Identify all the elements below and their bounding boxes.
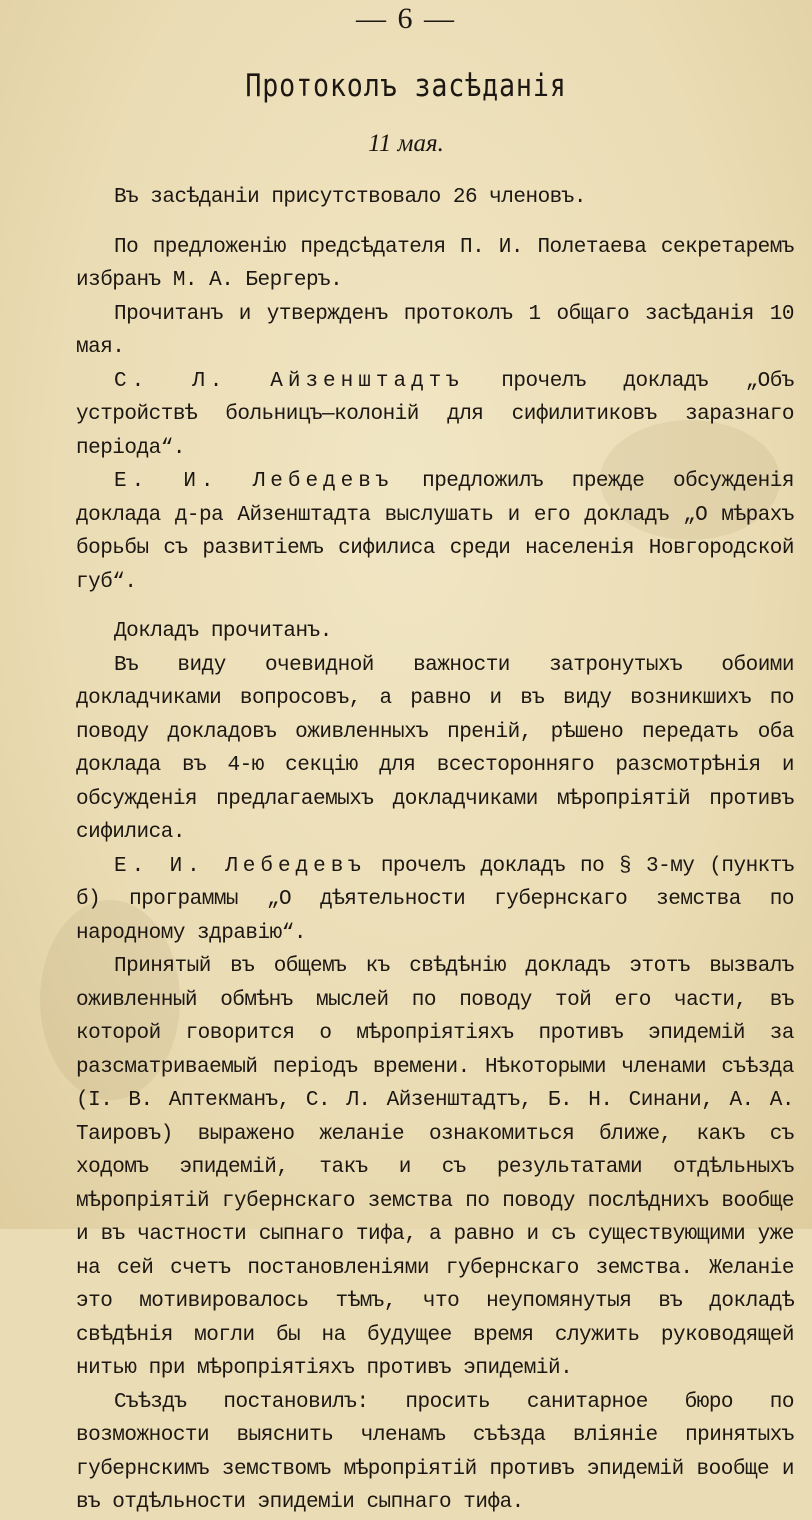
paragraph-resolution: Съѣздъ постановилъ: просить санитарное бюро по возможности выяснить членамъ съѣзда вліяніе принятыхъ губернскимъ земствомъ мѣропріятій противъ эпидемій вообще и въ отдѣльности эпидеміи сыпнаго тифа. — [76, 1390, 794, 1514]
paragraph-discussion: Принятый въ общемъ къ свѣдѣнію докладъ этотъ вызвалъ оживленный обмѣнъ мыслей по поводу той его части, въ которой говорится о мѣропріятіяхъ противъ эпидемій за разсматриваемый періодъ времени. Нѣкоторыми членами съѣзда (І. В. Аптекманъ, С. Л. Айзенштадтъ, Б. Н. Синани, А. А. Таировъ) выражено желаніе ознакомиться ближе, какъ съ ходомъ эпидемій, такъ и съ результатами отдѣльныхъ мѣропріятій губернскаго земства по поводу послѣднихъ вообще и въ частности сыпнаго тифа, а равно и съ существующими уже на сей счетъ постановленіями губернскаго земства. Желаніе это мотивировалось тѣмъ, что неупомянутыя въ докладѣ свѣдѣнія могли бы на будущее время служить руководящей нитью при мѣропріятіяхъ противъ эпидемій. — [76, 955, 794, 1380]
paragraph-lebedev-report: Е. И. Лебедевъ прочелъ докладъ по § 3-му (пунктъ б) программы „О дѣятельности губернскаго земства по народному здравію“. — [76, 854, 794, 945]
speaker-name: С. Л. Айзенштадтъ — [114, 369, 464, 393]
speaker-name: Е. И. Лебедевъ — [114, 470, 394, 493]
paragraph-decision-section-4: Въ виду очевидной важности затронутыхъ обоими докладчиками вопросовъ, а равно и въ виду возникшихъ по поводу докладовъ оживленныхъ преній, рѣшено передать оба доклада въ 4-ю секцію для всесторонняго разсмотрѣнія и обсужденія предлагаемыхъ докладчиками мѣропріятій противъ сифилиса. — [76, 653, 794, 844]
meeting-date: 11 мая. — [368, 130, 444, 157]
paragraph-minutes-approved: Прочитанъ и утвержденъ протоколъ 1 общаго засѣданія 10 мая. — [76, 302, 794, 359]
paragraph-attendance: Въ засѣданіи присутствовало 26 членовъ. — [114, 186, 586, 209]
page-title: Протоколъ засѣданія — [245, 68, 567, 104]
paragraph-secretary: По предложенію предсѣдателя П. И. Полетаева секретаремъ избранъ М. А. Бергеръ. — [76, 235, 794, 292]
paragraph-report-read: Докладъ прочитанъ. — [114, 620, 332, 643]
speaker-name: Е. И. Лебедевъ — [114, 854, 366, 878]
paragraph-aizenshtadt-report: С. Л. Айзенштадтъ прочелъ докладъ „Объ устройствѣ больницъ—колоній для сифилитиковъ заразнаго періода“. — [76, 369, 794, 460]
paragraph-lebedev-proposal: Е. И. Лебедевъ предложилъ прежде обсужденія доклада д-ра Айзенштадта выслушать и его докладъ „О мѣрахъ борьбы съ развитіемъ сифилиса среди населенія Новгородской губ“. — [76, 470, 794, 594]
page-number: — 6 — — [356, 2, 456, 35]
protocol-body — [76, 181, 794, 1520]
